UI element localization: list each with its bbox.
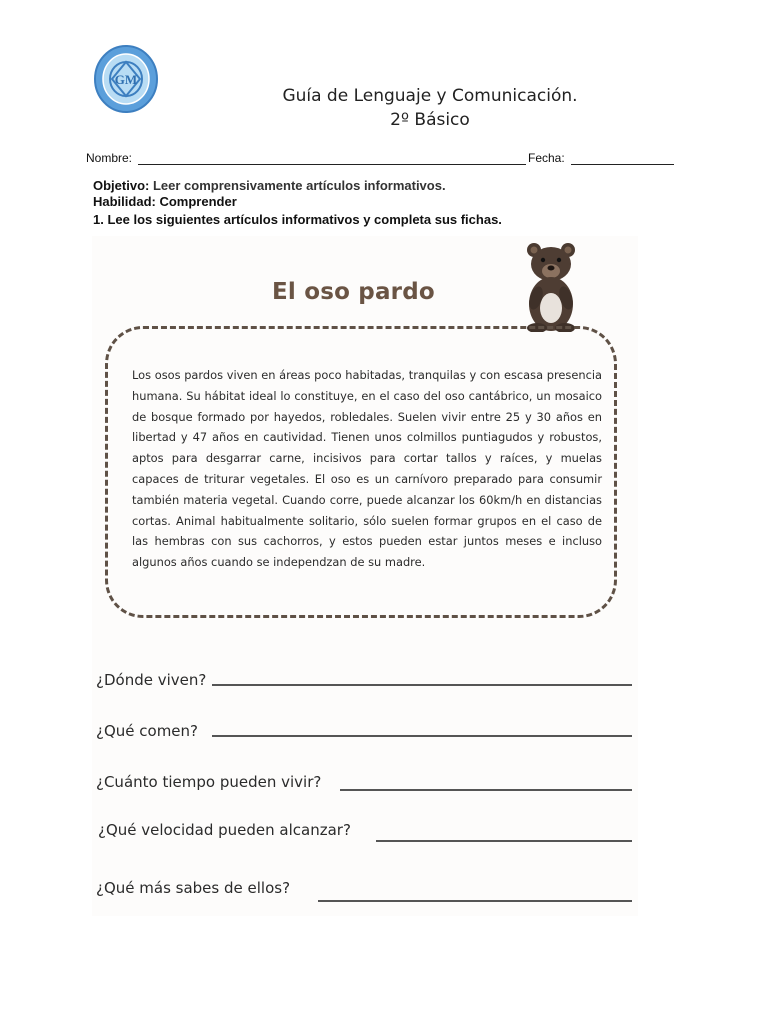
date-label: Fecha:: [528, 151, 565, 165]
school-seal-logo: [93, 44, 159, 114]
question-how-long-live: ¿Cuánto tiempo pueden vivir?: [96, 773, 322, 791]
answer-line-what-eat[interactable]: [212, 735, 632, 737]
bear-icon: [520, 240, 582, 332]
question-where-live: ¿Dónde viven?: [96, 671, 207, 689]
question-speed: ¿Qué velocidad pueden alcanzar?: [98, 821, 351, 839]
logo-initials: GM: [114, 72, 138, 87]
answer-line-how-long-live[interactable]: [340, 789, 632, 791]
objective-line: [93, 178, 446, 193]
question-what-else: ¿Qué más sabes de ellos?: [96, 879, 291, 897]
instruction: 1. Lee los siguientes artículos informativos y completa sus fichas.: [93, 212, 502, 227]
answer-line-what-else[interactable]: [318, 900, 632, 902]
date-field[interactable]: [571, 164, 674, 165]
article-text-box: [105, 326, 617, 618]
name-label: Nombre:: [86, 151, 133, 165]
answer-line-speed[interactable]: [376, 840, 632, 842]
skill-text: Comprender: [159, 194, 237, 209]
article-body: Los osos pardos viven en áreas poco habitadas, tranquilas y con escasa presencia humana. Su hábitat ideal lo constituye, en el caso del oso cantábrico, un mosaico de bosque formado por hayedos, robledales. Suelen vivir entre 25 y 30 años en libertad y 47 años en cautividad. Tienen unos colmillos puntiagudos y robustos, aptos para desgarrar carne, incisivos para cortar tallos y raíces, y muelas capaces de triturar vegetales. El oso es un carnívoro preparado para consumir también materia vegetal. Cuando corre, puede alcanzar los 60km/h en distancias cortas. Animal habitualmente solitario, sólo suelen formar grupos en el caso de las hembras con sus cachorros, y estos pueden estar juntos meses e incluso algunos años cuando se independzan de su madre.: [132, 368, 602, 570]
page-title: Guía de Lenguaje y Comunicación.: [282, 86, 578, 106]
skill-label: Habilidad:: [93, 194, 156, 209]
question-what-eat: ¿Qué comen?: [96, 722, 199, 740]
article-title: El oso pardo: [272, 279, 435, 305]
skill-line: [93, 194, 237, 209]
answer-line-where-live[interactable]: [212, 684, 632, 686]
page-subtitle: 2º Básico: [390, 110, 470, 130]
objective-label: Objetivo:: [93, 178, 150, 193]
name-field[interactable]: [138, 164, 526, 165]
name-date-row: [86, 151, 686, 169]
objective-text: Leer comprensivamente artículos informativos.: [152, 178, 446, 193]
